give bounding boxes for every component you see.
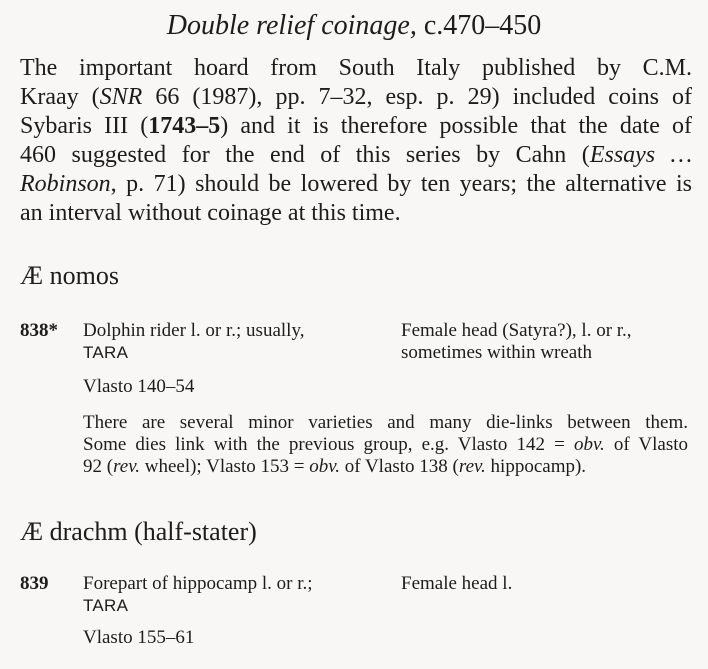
reverse-type-cont: sometimes within wreath xyxy=(401,342,593,363)
intro-text: Sybaris III ( xyxy=(20,113,149,139)
obverse-description xyxy=(83,320,304,364)
section-title-italic: Double relief coinage, xyxy=(166,10,417,41)
obverse-legend: TARA xyxy=(83,596,129,615)
note-text: hippocamp). xyxy=(485,456,587,477)
note-line xyxy=(83,412,688,434)
intro-line xyxy=(20,83,692,112)
obverse-type: Forepart of hippocamp l. or r.; xyxy=(83,573,313,594)
reference: Vlasto 155–61 xyxy=(83,627,195,648)
intro-paragraph xyxy=(20,54,692,228)
denomination-heading: Æ drachm (half-stater) xyxy=(20,517,257,546)
note-text: of Vlasto xyxy=(604,434,689,455)
intro-line xyxy=(20,141,692,170)
abbrev: obv. xyxy=(309,456,340,477)
cross-reference: 1743–5 xyxy=(148,113,221,139)
reverse-type: Female head l. xyxy=(401,573,513,594)
abbrev: obv. xyxy=(573,434,605,455)
note-text: There are several minor varieties and many die-links between them. xyxy=(83,412,688,433)
intro-line xyxy=(20,170,692,199)
note-text: wheel); Vlasto 153 = xyxy=(139,456,310,477)
note-text: 92 ( xyxy=(83,456,114,477)
note-line xyxy=(83,434,688,456)
intro-text: Kraay ( xyxy=(20,84,100,110)
abbrev: rev. xyxy=(113,456,140,477)
reference: Vlasto 140–54 xyxy=(83,376,195,397)
reverse-description xyxy=(401,573,512,595)
obverse-legend: TARA xyxy=(83,343,129,362)
note-text: Some dies link with the previous group, e.g. Vlasto 142 = xyxy=(83,434,574,455)
intro-text: an interval without coinage at this time. xyxy=(20,200,401,226)
intro-text: 460 suggested for the end of this series by Cahn ( xyxy=(20,142,590,168)
note-text: of Vlasto 138 ( xyxy=(339,456,459,477)
section-title-dates: c.470–450 xyxy=(416,10,542,41)
catalogue-number: 838* xyxy=(20,320,58,341)
intro-text: , p. 71) should be lowered by ten years; the alternative is xyxy=(110,171,692,197)
obverse-type: Dolphin rider l. or r.; usually, xyxy=(83,320,305,341)
intro-text: The important hoard from South Italy published by C.M. xyxy=(20,55,692,81)
intro-text: 66 (1987), pp. 7–32, esp. p. 29) included coins of xyxy=(142,84,693,110)
intro-line xyxy=(20,54,692,83)
book-title: Essays … xyxy=(589,142,693,168)
reverse-description xyxy=(401,320,632,364)
obverse-description xyxy=(83,573,313,617)
section-title xyxy=(0,8,708,44)
entry-note xyxy=(83,412,688,478)
intro-line xyxy=(20,112,692,141)
book-title: Robinson xyxy=(20,171,111,197)
catalogue-number: 839 xyxy=(20,573,49,594)
journal-abbrev: SNR xyxy=(99,84,143,110)
intro-text: ) and it is therefore possible that the date of xyxy=(220,113,693,139)
reverse-type: Female head (Satyra?), l. or r., xyxy=(401,320,632,341)
intro-line xyxy=(20,199,692,228)
abbrev: rev. xyxy=(458,456,486,477)
denomination-heading: Æ nomos xyxy=(20,261,119,290)
note-line xyxy=(83,456,688,478)
